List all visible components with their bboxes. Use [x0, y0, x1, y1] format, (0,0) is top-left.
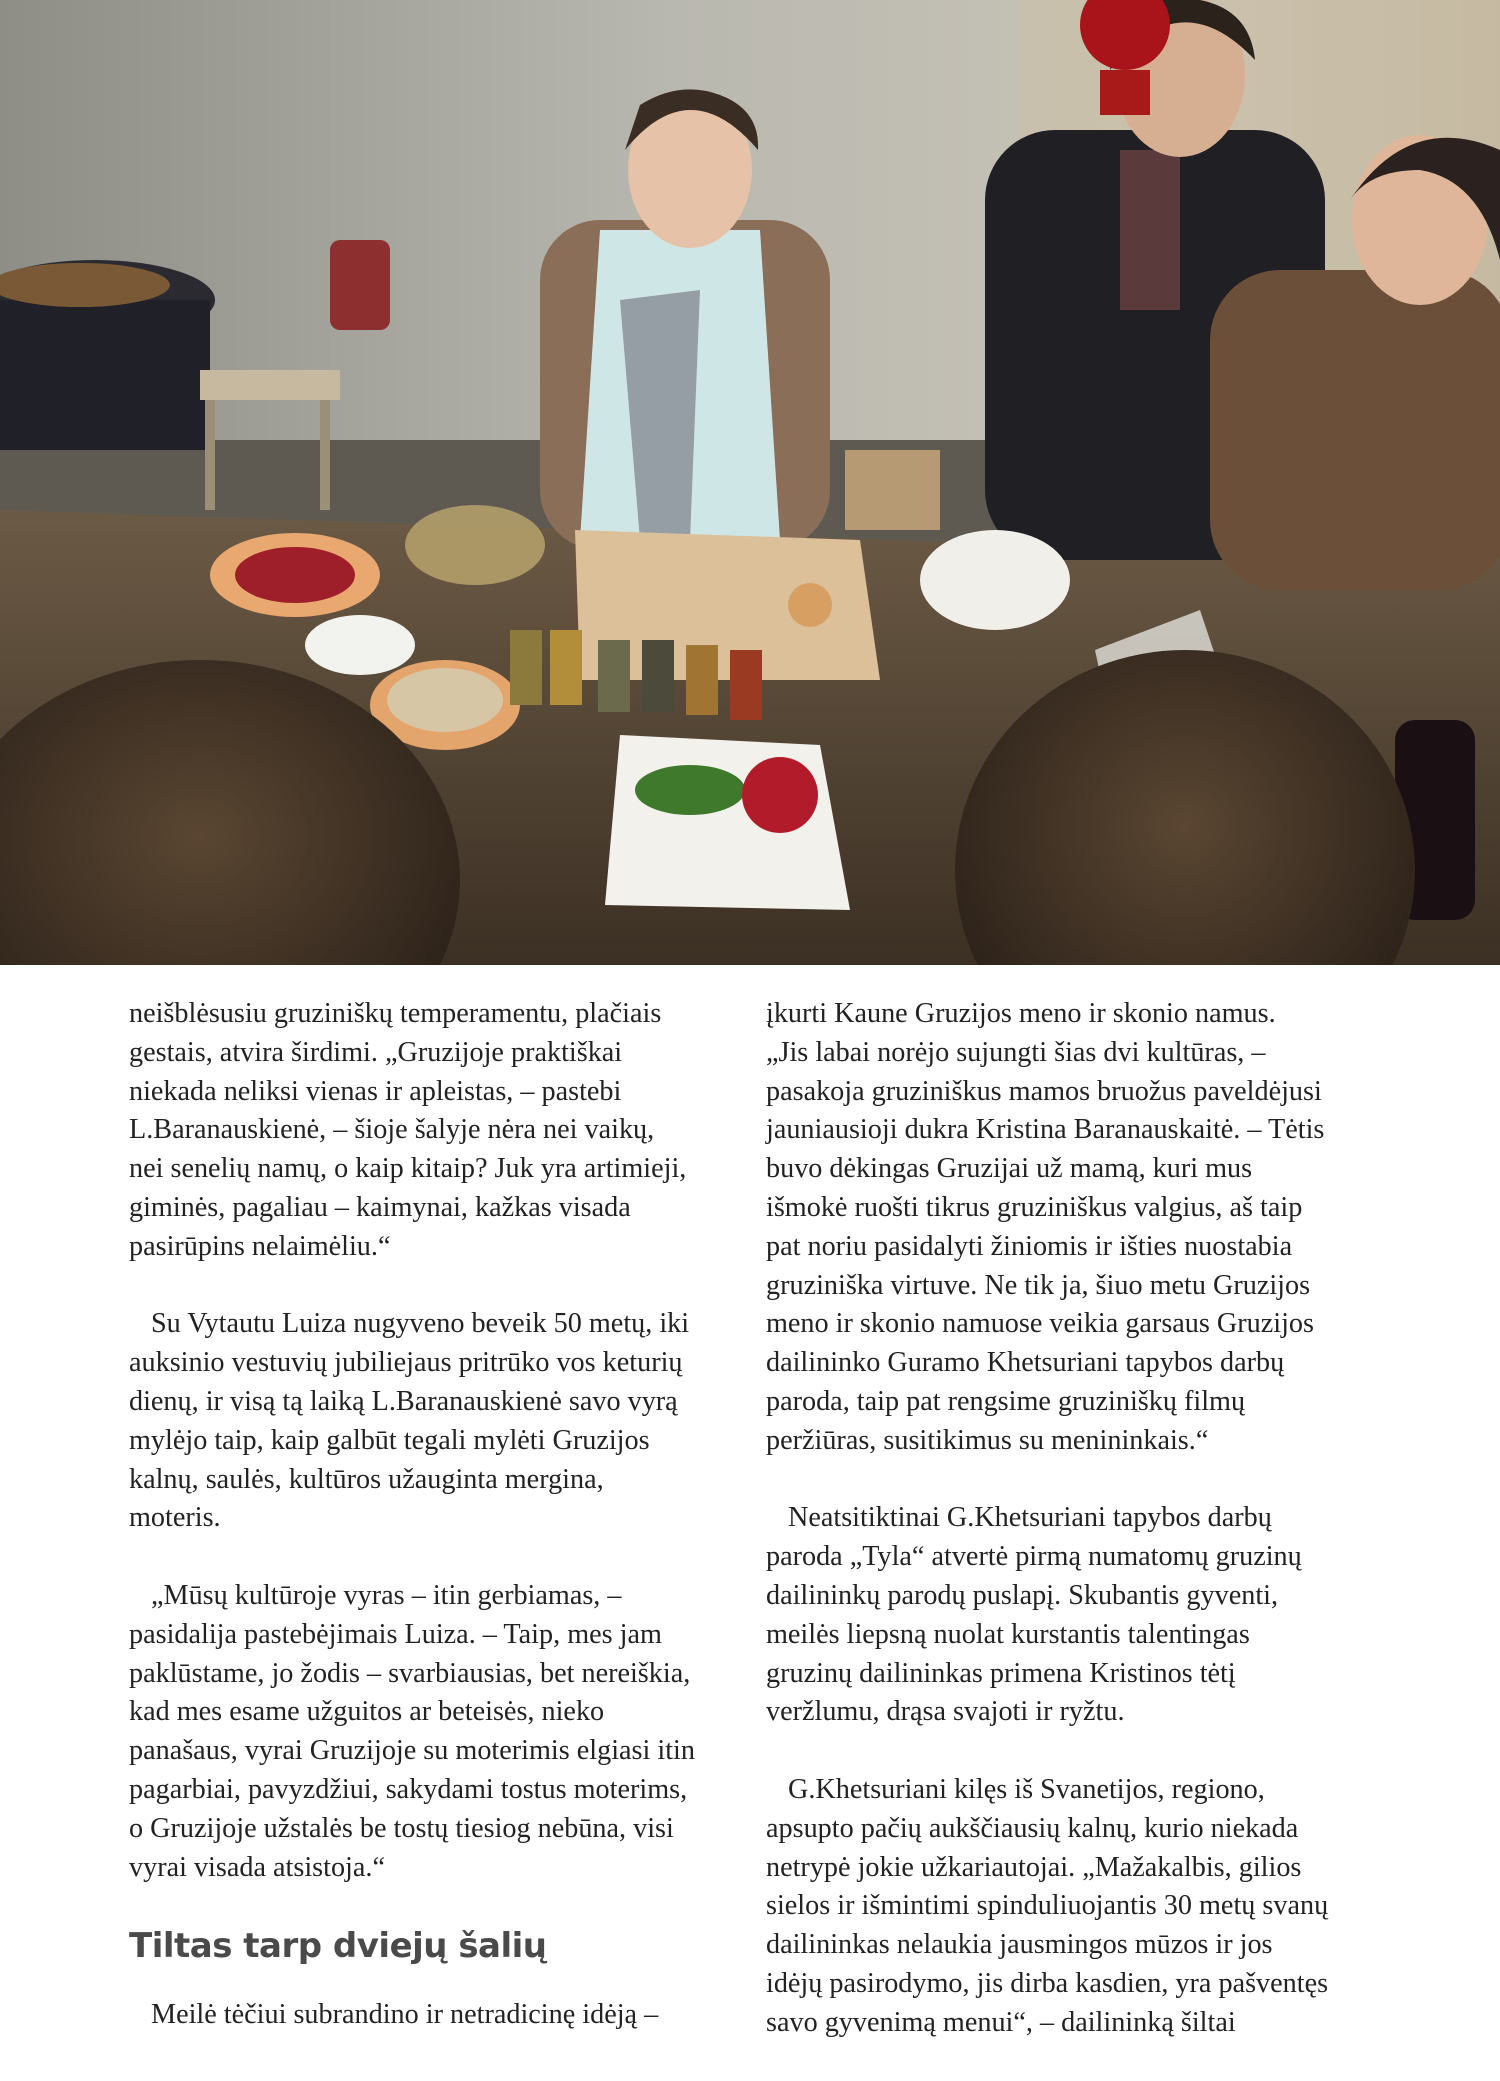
left-column — [129, 995, 739, 2074]
right-paragraph-1: įkurti Kaune Gruzijos meno ir skonio namus. „Jis labai norėjo sujungti šias dvi kultūras, – pasakoja gruziniškus mamos bruožus paveldėjusi jauniausioji dukra Kristina Baranauskaitė. – Tėtis buvo dėkingas Gruzijai už mamą, kuri mus išmokė ruošti tikrus gruziniškus valgius, aš taip pat noriu pasidalyti žiniomis ir išties nuostabia gruziniška virtuve. Ne tik ja, šiuo metu Gruzijos meno ir skonio namuose veikia garsaus Gruzijos dailininko Guramo Khetsuriani tapybos darbų paroda, taip pat rengsime gruziniškų filmų peržiūras, susitikimus su menininkais.“ — [766, 998, 1325, 1456]
right-paragraph-3: G.Khetsuriani kilęs iš Svanetijos, regiono, apsupto pačių aukščiausių kalnų, kurio niekada netrypė jokie užkariautojai. „Mažakalbis, gilios sielos ir išmintimi spinduliuojantis 30 metų svanų dailininkas nelaukia jausmingos mūzos ir jos idėjų pasirodymo, jis dirba kasdien, yra pašventęs savo gyvenimą menui“, – dailininką šiltai — [766, 1773, 1329, 2038]
left-paragraph-2: Su Vytautu Luiza nugyveno beveik 50 metų, iki auksinio vestuvių jubiliejaus pritrūko vos keturių dienų, ir visą tą laiką L.Baranauskienė savo vyrą mylėjo taip, kaip galbūt tegali mylėti Gruzijos kalnų, saulės, kultūros užauginta mergina, moteris. — [129, 1308, 690, 1534]
left-paragraph-4: Meilė tėčiui subrandino ir netradicinę idėją – — [151, 1999, 659, 2031]
cooking-class-photo — [0, 0, 1500, 965]
left-paragraph-3: „Mūsų kultūroje vyras – itin gerbiamas, – pasidalija pastebėjimais Luiza. – Taip, mes jam paklūstame, jo žodis – svarbiausias, bet nereiškia, kad mes esame užguitos ar beteisės, nieko panašaus, vyrai Gruzijoje su moterimis elgiasi itin pagarbiai, pavyzdžiui, sakydami tostus moterims, o Gruzijoje užstalės be tostų tiesiog nebūna, visi vyrai visada atsistoja.“ — [129, 1579, 695, 1883]
left-paragraph-1: neišblėsusiu gruziniškų temperamentu, plačiais gestais, atvira širdimi. „Gruzijoje praktiškai niekada neliksi vienas ir apleistas, – pastebi L.Baranauskienė, – šioje šalyje nėra nei vaikų, nei senelių namų, o kaip kitaip? Juk yra artimieji, giminės, pagaliau – kaimynai, kažkas visada pasirūpins nelaimėliu.“ — [129, 998, 687, 1262]
right-paragraph-2: Neatsitiktinai G.Khetsuriani tapybos darbų paroda „Tyla“ atvertė pirmą numatomų gruzinų dailininkų parodų puslapį. Skubantis gyventi, meilės liepsną nuolat kurstantis talentingas gruzinų dailininkas primena Kristinos tėtį veržlumu, drąsa svajoti ir ryžtu. — [766, 1502, 1302, 1728]
right-column — [766, 995, 1376, 2081]
section-heading: Tiltas tarp dviejų šalių — [129, 1926, 547, 1967]
